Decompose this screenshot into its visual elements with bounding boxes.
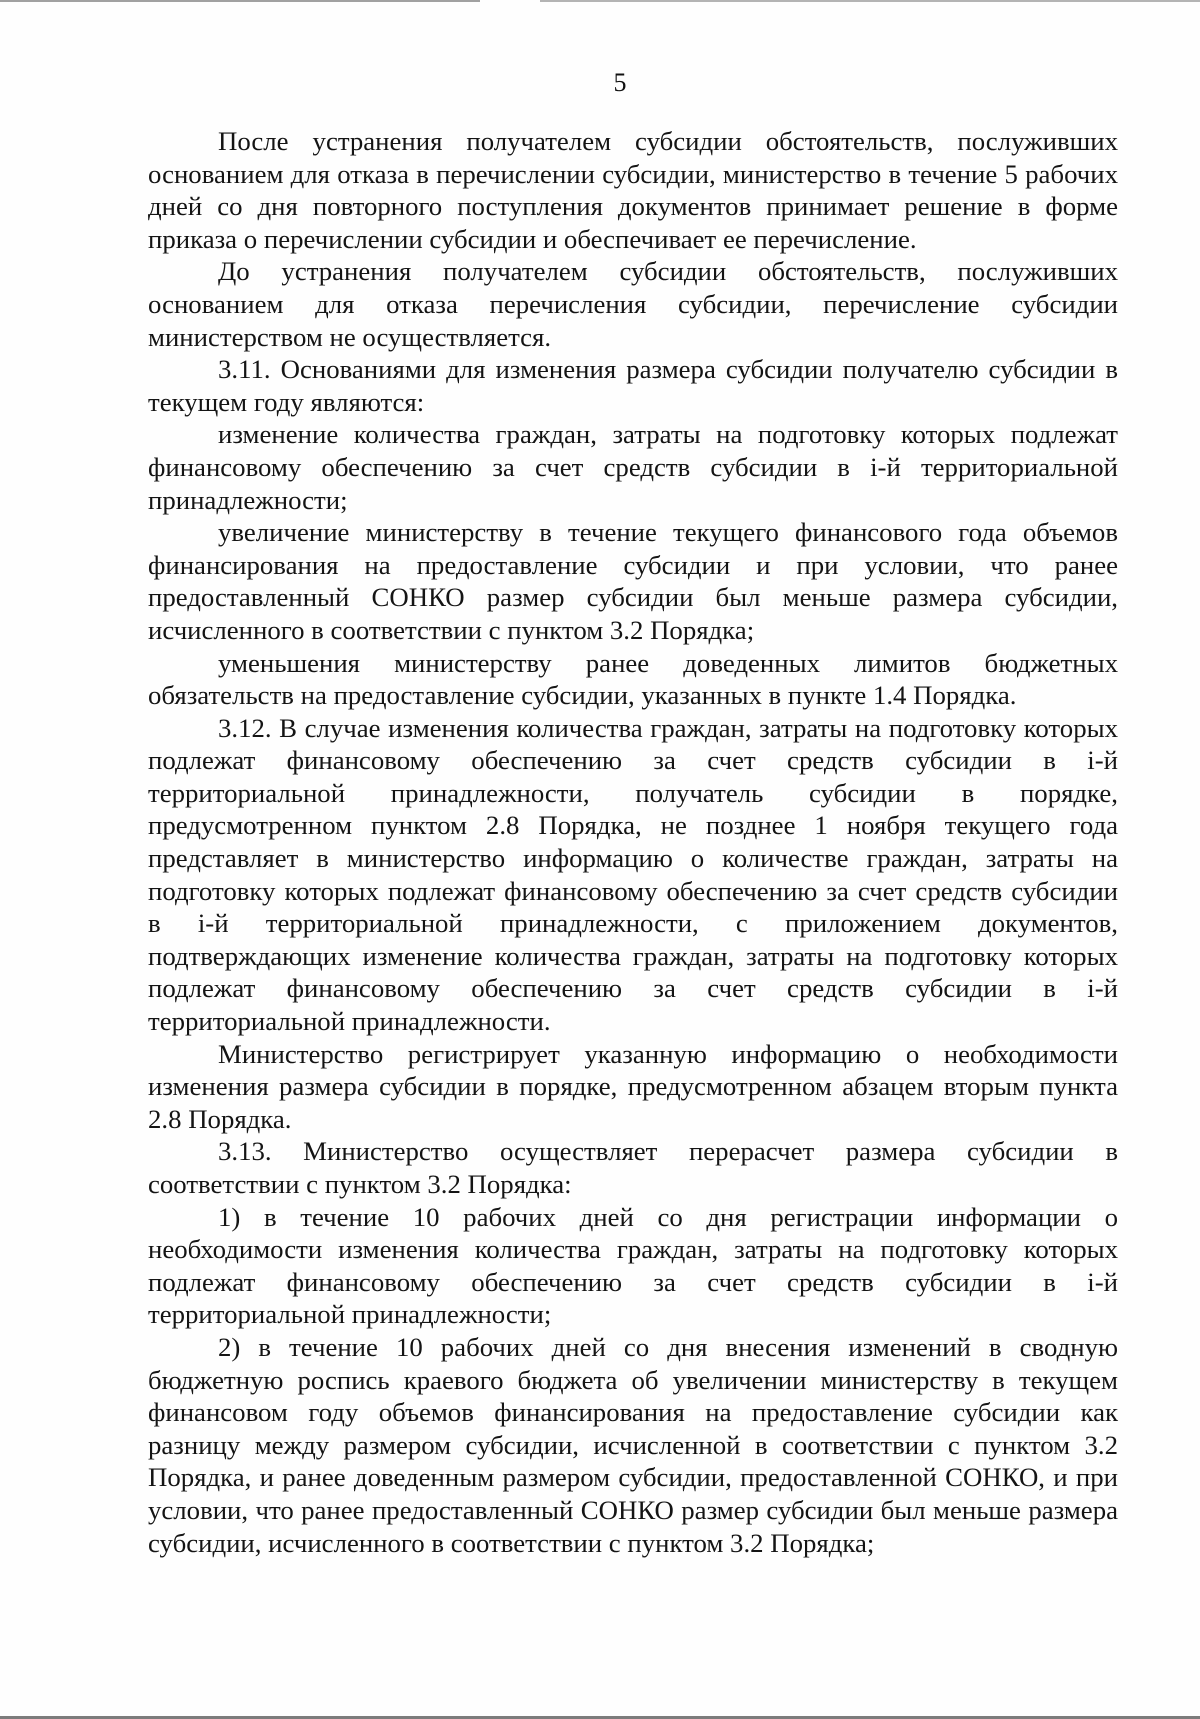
paragraph-item-1: 1) в течение 10 рабочих дней со дня регистрации информации о необходимости изменения количества граждан, затраты на подготовку которых подлежат финансовому обеспечению за счет средств субсидии в i-й территориальной принадлежности;	[148, 1201, 1118, 1330]
paragraph-section-3-13: 3.13. Министерство осуществляет перерасчет размера субсидии в соответствии с пунктом 3.2 Порядка:	[148, 1136, 1118, 1199]
paragraph-ministry-registers: Министерство регистрирует указанную информацию о необходимости изменения размера субсидии в порядке, предусмотренном абзацем вторым пункта 2.8 Порядка.	[148, 1038, 1118, 1134]
scan-edge-top	[0, 0, 1200, 2]
paragraph-decrease-limits: уменьшения министерству ранее доведенных лимитов бюджетных обязательств на предоставление субсидии, указанных в пункте 1.4 Порядка.	[148, 647, 1118, 711]
paragraph-section-3-11: 3.11. Основаниями для изменения размера субсидии получателю субсидии в текущем году являются:	[148, 354, 1118, 417]
paragraph-section-3-12: 3.12. В случае изменения количества граждан, затраты на подготовку которых подлежат финансовому обеспечению за счет средств субсидии в i-й территориальной принадлежности, получатель субсидии в порядке, предусмотренном пунктом 2.8 Порядка, не позднее 1 ноября текущего года представляет в министерство информацию о количестве граждан, затраты на подготовку которых подлежат финансовому обеспечению за счет средств субсидии в i-й территориальной принадлежности, с приложением документов, подтверждающих изменение количества граждан, затраты на подготовку которых подлежат финансовому обеспечению за счет средств субсидии в i-й территориальной принадлежности.	[148, 712, 1118, 1037]
document-body	[148, 125, 1118, 1559]
paragraph-subsidy-transfer-after-fix: После устранения получателем субсидии обстоятельств, послуживших основанием для отказа в перечислении субсидии, министерство в течение 5 рабочих дней со дня повторного поступления документов принимает решение в форме приказа о перечислении субсидии и обеспечивает ее перечисление.	[148, 126, 1118, 254]
paragraph-item-2: 2) в течение 10 рабочих дней со дня внесения изменений в сводную бюджетную роспись краевого бюджета об увеличении министерству в текущем финансовом году объемов финансирования на предоставление субсидии как разницу между размером субсидии, исчисленной в соответствии с пунктом 3.2 Порядка, и ранее доведенным размером субсидии, предоставленной СОНКО, и при условии, что ранее предоставленный СОНКО размер субсидии был меньше размера субсидии, исчисленного в соответствии с пунктом 3.2 Порядка;	[148, 1331, 1118, 1558]
paragraph-increase-financing: увеличение министерству в течение текущего финансового года объемов финансирования на предоставление субсидии и при условии, что ранее предоставленный СОНКО размер субсидии был меньше размера субсидии, исчисленного в соответствии с пунктом 3.2 Порядка;	[148, 517, 1118, 645]
paragraph-no-transfer-until-fix: До устранения получателем субсидии обстоятельств, послуживших основанием для отказа перечисления субсидии, перечисление субсидии министерством не осуществляется.	[148, 256, 1118, 352]
page-number: 5	[613, 68, 627, 97]
paragraph-change-citizens-count: изменение количества граждан, затраты на подготовку которых подлежат финансовому обеспечению за счет средств субсидии в i-й территориальной принадлежности;	[148, 419, 1118, 515]
